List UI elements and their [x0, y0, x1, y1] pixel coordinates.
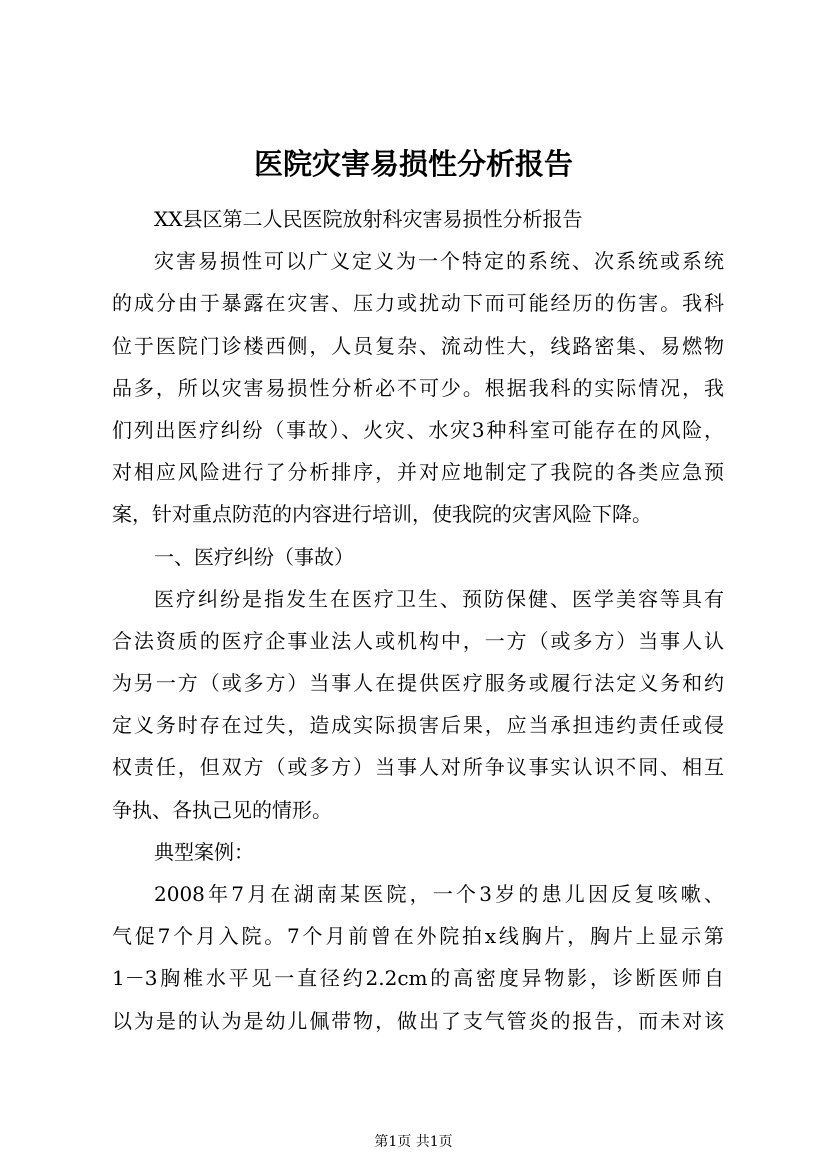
body-line: 的成分由于暴露在灾害、压力或扰动下而可能经历的伤害。我科	[112, 291, 724, 316]
body-line: 以为是的认为是幼儿佩带物，做出了支气管炎的报告，而未对该	[112, 1008, 724, 1033]
body-line: 气促7个月入院。7个月前曾在外院拍x线胸片，胸片上显示第	[112, 924, 724, 949]
section-heading: 一、医疗纠纷（事故）	[154, 544, 354, 569]
body-line: 定义务时存在过失，造成实际损害后果，应当承担违约责任或侵	[112, 713, 724, 738]
body-line: 医疗纠纷是指发生在医疗卫生、预防保健、医学美容等具有	[154, 586, 724, 611]
body-line: 为另一方（或多方）当事人在提供医疗服务或履行法定义务和约	[112, 671, 724, 696]
body-line: 品多，所以灾害易损性分析必不可少。根据我科的实际情况，我	[112, 375, 724, 400]
body-line: XX县区第二人民医院放射科灾害易损性分析报告	[154, 207, 583, 231]
body-line: 灾害易损性可以广义定义为一个特定的系统、次系统或系统	[154, 249, 724, 274]
document-title: 医院灾害易损性分析报告	[253, 147, 573, 181]
body-line: 案，针对重点防范的内容进行培训，使我院的灾害风险下降。	[112, 502, 652, 527]
body-line: 争执、各执己见的情形。	[112, 797, 332, 822]
document-body	[112, 198, 724, 1042]
body-line: 1－3胸椎水平见一直径约2.2cm的高密度异物影，诊断医师自	[112, 966, 724, 991]
body-line: 们列出医疗纠纷（事故）、火灾、水灾3种科室可能存在的风险，	[112, 417, 724, 442]
body-line: 合法资质的医疗企事业法人或机构中，一方（或多方）当事人认	[112, 628, 724, 653]
body-line: 权责任，但双方（或多方）当事人对所争议事实认识不同、相互	[112, 755, 724, 780]
body-line: 对相应风险进行了分析排序，并对应地制定了我院的各类应急预	[112, 460, 724, 485]
body-line: 位于医院门诊楼西侧，人员复杂、流动性大，线路密集、易燃物	[112, 333, 724, 358]
body-line: 2008年7月在湖南某医院，一个3岁的患儿因反复咳嗽、	[154, 882, 724, 906]
page-number-footer: 第1页 共1页	[374, 1134, 453, 1150]
case-heading: 典型案例：	[154, 839, 254, 864]
